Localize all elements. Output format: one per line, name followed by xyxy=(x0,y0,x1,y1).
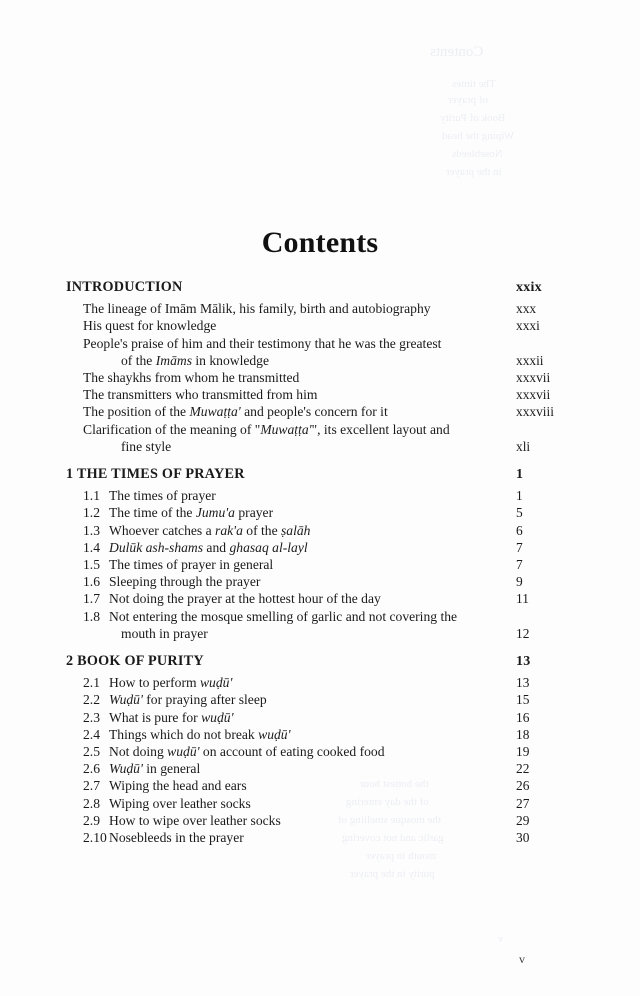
toc-entry-title: The time of the Jumu'a prayer xyxy=(109,505,274,521)
toc-entry-title: Sleeping through the prayer xyxy=(109,574,261,590)
toc-entry-label xyxy=(66,504,509,521)
toc-entry-label xyxy=(66,760,509,777)
toc-entry-row[interactable] xyxy=(66,300,578,317)
toc-entry-page-number: 26 xyxy=(516,778,530,794)
toc-entry-title: How to wipe over leather socks xyxy=(109,812,281,828)
toc-entry-label xyxy=(66,777,509,794)
toc-entry-page-number: 9 xyxy=(516,574,523,590)
toc-entry-page-number: 15 xyxy=(516,692,530,708)
toc-entry-label xyxy=(66,556,509,573)
toc-entry-page-number: 27 xyxy=(516,795,530,811)
toc-entry-number: 1.5 xyxy=(83,557,100,573)
toc-entry-row[interactable] xyxy=(66,795,578,812)
toc-entry-page-number: 6 xyxy=(516,522,523,538)
toc-chapter-page-number: 13 xyxy=(516,654,531,670)
toc-entry-title: Wuḍū' in general xyxy=(109,761,201,777)
toc-entry-title: His quest for knowledge xyxy=(83,318,217,334)
toc-entry-title: Dulūk ash-shams and ghasaq al-layl xyxy=(109,539,308,555)
toc-entry-number: 2.10 xyxy=(83,830,107,846)
toc-entry-page-number: 30 xyxy=(516,830,530,846)
toc-entry-title: Not doing wuḍū' on account of eating cooked food xyxy=(109,744,385,760)
toc-entry-label xyxy=(66,743,509,760)
toc-entry-number: 2.3 xyxy=(83,709,100,725)
toc-entry-label xyxy=(66,709,509,726)
toc-entry-title: How to perform wuḍū' xyxy=(109,675,233,691)
toc-entry-page-number: xxxviii xyxy=(516,404,554,420)
toc-entry-page-number: 7 xyxy=(516,539,523,555)
toc-entry-title: People's praise of him and their testimony that he was the greatest xyxy=(83,335,442,351)
toc-entry-title: Wiping the head and ears xyxy=(109,778,247,794)
toc-entry-number: 1.3 xyxy=(83,522,100,538)
toc-entry-label xyxy=(66,421,509,455)
toc-entry-page-number: 1 xyxy=(516,488,523,504)
toc-entry-title: The position of the Muwaṭṭa' and people's concern for it xyxy=(83,404,388,420)
toc-entry-row[interactable] xyxy=(66,726,578,743)
toc-entry-label xyxy=(66,829,509,846)
toc-entry-row[interactable] xyxy=(66,369,578,386)
toc-entry-title: The lineage of Imām Mālik, his family, birth and autobiography xyxy=(83,301,431,317)
toc-entry-title: INTRODUCTION xyxy=(66,279,183,295)
toc-entry-page-number: 7 xyxy=(516,557,523,573)
toc-entry-title-continuation: of the Imāms in knowledge xyxy=(121,352,270,368)
toc-entry-row[interactable] xyxy=(66,403,578,420)
toc-entry-label xyxy=(66,386,509,403)
toc-entry-label xyxy=(66,369,509,386)
toc-entry-title: The times of prayer xyxy=(109,488,216,504)
toc-entry-page-number: 29 xyxy=(516,812,530,828)
toc-chapter-page-number: xxix xyxy=(516,280,542,295)
toc-entry-number: 2.8 xyxy=(83,795,100,811)
toc-chapter-row[interactable] xyxy=(66,466,578,483)
toc-entry-number: 1.2 xyxy=(83,505,100,521)
toc-entry-title: Things which do not break wuḍū' xyxy=(109,726,291,742)
toc-entry-number: 1.7 xyxy=(83,591,100,607)
toc-entry-row[interactable] xyxy=(66,709,578,726)
toc-chapter-page-number: 1 xyxy=(516,467,524,483)
toc-entry-title: Wuḍū' for praying after sleep xyxy=(109,692,267,708)
toc-entry-title: The transmitters who transmitted from him xyxy=(83,387,318,403)
toc-entry-page-number: 16 xyxy=(516,709,530,725)
toc-entry-title: What is pure for wuḍū' xyxy=(109,709,234,725)
toc-entry-label xyxy=(66,795,509,812)
toc-entry-number: 1.8 xyxy=(83,608,100,624)
toc-entry-title-continuation: mouth in prayer xyxy=(121,625,208,641)
toc-section xyxy=(66,466,578,642)
toc-entry-title: The times of prayer in general xyxy=(109,557,274,573)
toc-entry-label xyxy=(66,573,509,590)
toc-entry-title: Whoever catches a rak'a of the ṣalāh xyxy=(109,522,311,538)
toc-entry-row[interactable] xyxy=(66,556,578,573)
toc-entry-label xyxy=(66,726,509,743)
folio-number: v xyxy=(519,952,525,966)
toc-entry-page-number: 19 xyxy=(516,744,530,760)
toc-entry-label xyxy=(66,590,509,607)
toc-chapter-label xyxy=(66,466,509,483)
toc-chapter-label xyxy=(66,279,509,296)
toc-entry-row[interactable] xyxy=(66,743,578,760)
toc-entry-number: 2.5 xyxy=(83,744,100,760)
toc-chapter-row[interactable] xyxy=(66,279,578,296)
toc-entry-page-number: xxxvii xyxy=(516,370,551,386)
toc-entry-row[interactable] xyxy=(66,539,578,556)
toc-entry-title: Clarification of the meaning of "Muwaṭṭa'", its excellent layout and xyxy=(83,421,450,437)
toc-entry-title: 2 BOOK OF PURITY xyxy=(66,653,204,670)
toc-entry-number: 2.6 xyxy=(83,761,100,777)
toc-entry-row[interactable] xyxy=(66,691,578,708)
toc-entry-number: 1.4 xyxy=(83,539,100,555)
toc-entry-row[interactable] xyxy=(66,608,578,642)
toc-entry-label xyxy=(66,539,509,556)
toc-entry-label xyxy=(66,691,509,708)
toc-entry-number: 2.7 xyxy=(83,778,100,794)
toc-entry-number: 2.1 xyxy=(83,675,100,691)
toc-entry-row[interactable] xyxy=(66,777,578,794)
toc-entry-number: 1.6 xyxy=(83,574,100,590)
toc-entry-page-number: 5 xyxy=(516,505,523,521)
toc-entry-label xyxy=(66,608,509,642)
toc-entry-page-number: xxxvii xyxy=(516,387,551,403)
toc-entry-page-number: xxxii xyxy=(516,352,544,368)
toc-section xyxy=(66,279,578,455)
page-title: Contents xyxy=(261,226,379,260)
toc-entry-page-number: 12 xyxy=(516,625,530,641)
toc-entry-page-number: xxxi xyxy=(516,318,540,334)
toc-entry-label xyxy=(66,317,509,334)
toc-entry-row[interactable] xyxy=(66,386,578,403)
toc-entry-row[interactable] xyxy=(66,504,578,521)
table-of-contents xyxy=(66,268,578,846)
toc-entry-number: 1.1 xyxy=(83,488,100,504)
toc-entry-page-number: 13 xyxy=(516,675,530,691)
toc-chapter-row[interactable] xyxy=(66,653,578,670)
toc-entry-page-number: 22 xyxy=(516,761,530,777)
toc-entry-number: 2.4 xyxy=(83,726,100,742)
toc-entry-number: 2.9 xyxy=(83,812,100,828)
toc-entry-title: Wiping over leather socks xyxy=(109,795,251,811)
toc-entry-row[interactable] xyxy=(66,317,578,334)
toc-entry-title: Not entering the mosque smelling of garlic and not covering the xyxy=(109,608,458,624)
toc-entry-label xyxy=(66,522,509,539)
toc-entry-title: Not doing the prayer at the hottest hour of the day xyxy=(109,591,381,607)
toc-chapter-label xyxy=(66,653,509,670)
toc-entry-label xyxy=(66,403,509,420)
toc-entry-title: The shaykhs from whom he transmitted xyxy=(83,370,300,386)
toc-entry-label xyxy=(66,300,509,317)
toc-entry-title: 1 THE TIMES OF PRAYER xyxy=(66,466,245,483)
toc-entry-label xyxy=(66,487,509,504)
toc-entry-label xyxy=(66,335,509,369)
toc-entry-row[interactable] xyxy=(66,487,578,504)
toc-entry-label xyxy=(66,674,509,691)
toc-entry-row[interactable] xyxy=(66,674,578,691)
toc-entry-row[interactable] xyxy=(66,421,578,455)
toc-entry-label xyxy=(66,812,509,829)
toc-entry-row[interactable] xyxy=(66,522,578,539)
toc-entry-page-number: 18 xyxy=(516,726,530,742)
toc-entry-row[interactable] xyxy=(66,829,578,846)
toc-entry-row[interactable] xyxy=(66,573,578,590)
toc-entry-row[interactable] xyxy=(66,760,578,777)
toc-entry-number: 2.2 xyxy=(83,692,100,708)
toc-entry-page-number: xxx xyxy=(516,301,537,317)
contents-page: Contents The times of prayer Book of Purity Wiping the head Nosebleeds in the prayer the hottest hour of the day entering the mosque smelling of garlic and not covering mouth in prayer purity in the prayer v Contents INTRODUCTION xxix The lineage of Imām Mālik, his family, birth and autobiography xxx His quest for knowledge xxxi People's praise of him and their testimony that he was the greatest of the Imāms in knowledge xxxii The shaykhs from whom he transmitted xxxvii The transmitters who transmitted from him xxxvii The position of the Muwaṭṭa' and people's concern for it xxxviii Clarification of the meaning of "Muwaṭṭa'", its excellent layout and fine style xli 1 THE TIMES OF PRAYER 1 1.1 The times of prayer 1 1.2 The time of the Jumu'a prayer 5 1.3 Whoever catches a rak'a of the ṣalāh 6 1.4 Dulūk ash-shams and ghasaq al-layl 7 1.5 The times of prayer in general 7 1.6 Sleeping through the prayer 9 1.7 Not doing the prayer at the hottest hour of the day 11 1.8 Not entering the mosque smelling of garlic and not covering the mouth in prayer 12 2 BOOK OF PURITY 13 2.1 How to perform wuḍū' 13 2.2 Wuḍū' for praying after sleep 15 2.3 What is pure for wuḍū' 16 2.4 Things which do not break wuḍū' 18 2.5 Not doing wuḍū' on account of eating cooked food 19 2.6 Wuḍū' in general 22 2.7 Wiping the head and ears 26 2.8 Wiping over leather socks 27 2.9 How to wipe over leather socks 29 2.10 Nosebleeds in the prayer 30 v xyxy=(0,0,640,996)
toc-entry-title-continuation: fine style xyxy=(121,438,172,454)
toc-entry-row[interactable] xyxy=(66,812,578,829)
toc-entry-page-number: 11 xyxy=(516,591,529,607)
toc-entry-page-number: xli xyxy=(516,438,531,454)
toc-entry-row[interactable] xyxy=(66,590,578,607)
toc-entry-row[interactable] xyxy=(66,335,578,369)
toc-entry-title: Nosebleeds in the prayer xyxy=(109,830,244,846)
toc-section xyxy=(66,653,578,846)
